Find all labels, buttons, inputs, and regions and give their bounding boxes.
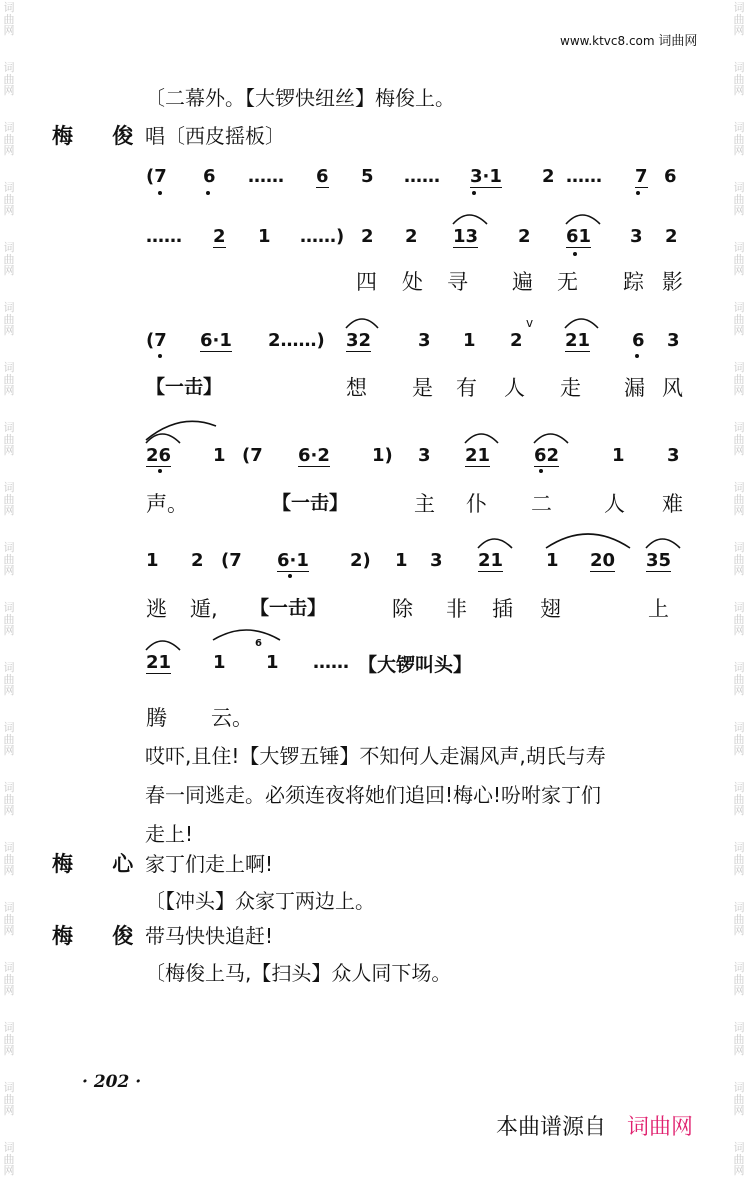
slur xyxy=(646,539,680,548)
edge-watermark-char: 词 xyxy=(3,1141,15,1154)
note: 5 xyxy=(361,166,374,187)
lyric-char: 逃 xyxy=(146,597,167,621)
note: 2 xyxy=(361,226,374,247)
lower-dot xyxy=(472,191,476,195)
edge-watermark-char: 词 xyxy=(733,901,745,914)
edge-watermark-char: 网 xyxy=(3,684,15,698)
edge-watermark-char: 曲 xyxy=(3,1092,15,1106)
edge-watermark-char: 曲 xyxy=(733,852,745,866)
edge-watermark-char: 曲 xyxy=(733,792,745,806)
lower-dot xyxy=(635,354,639,358)
breath-mark: v xyxy=(526,316,534,330)
note: 21 xyxy=(465,445,491,466)
slur xyxy=(346,319,378,328)
lyric-char: 人 xyxy=(504,376,525,400)
edge-watermark-char: 网 xyxy=(3,1044,15,1058)
note: …… xyxy=(313,652,349,673)
edge-watermark-char: 网 xyxy=(733,504,745,518)
note: 2……) xyxy=(268,330,325,351)
percussion-cue: 【大锣叫头】 xyxy=(358,654,473,676)
edge-watermark-char: 词 xyxy=(733,841,745,854)
edge-watermark-char: 词 xyxy=(3,601,15,614)
note: 3 xyxy=(418,330,431,351)
lower-dot xyxy=(206,191,210,195)
edge-watermark-char: 网 xyxy=(733,24,745,38)
note: 3 xyxy=(667,330,680,351)
edge-watermark-char: 网 xyxy=(733,204,745,218)
lyric-char: 主 xyxy=(414,492,435,516)
note: 6 xyxy=(664,166,677,187)
slur xyxy=(566,215,600,224)
lyric-char: 遁, xyxy=(190,597,218,621)
footer-prefix: 本曲谱源自 xyxy=(496,1115,607,1140)
slur xyxy=(146,641,180,650)
speaker-meijun-2: 梅 俊 xyxy=(52,924,150,948)
edge-watermark-char: 网 xyxy=(733,684,745,698)
edge-watermark-char: 词 xyxy=(733,181,745,194)
edge-watermark-char: 曲 xyxy=(3,852,15,866)
note: 1 xyxy=(213,445,226,466)
lower-dot xyxy=(573,252,577,256)
edge-watermark-char: 曲 xyxy=(733,972,745,986)
edge-watermark-char: 曲 xyxy=(3,972,15,986)
edge-watermark-char: 网 xyxy=(733,1044,745,1058)
note: ……) xyxy=(300,226,345,247)
note: 2 xyxy=(510,330,523,351)
edge-watermark-char: 曲 xyxy=(3,1032,15,1046)
edge-watermark-char: 网 xyxy=(3,564,15,578)
footer-site-link[interactable]: 词曲网 xyxy=(627,1115,694,1140)
edge-watermark-char: 曲 xyxy=(733,12,745,26)
edge-watermark-char: 曲 xyxy=(733,552,745,566)
edge-watermark-char: 网 xyxy=(3,444,15,458)
note: 1) xyxy=(372,445,393,466)
lyric-char: 四 xyxy=(356,270,377,294)
edge-watermark-char: 网 xyxy=(3,804,15,818)
lyric-char: 风 xyxy=(662,376,683,400)
edge-watermark-char: 词 xyxy=(3,1021,15,1034)
edge-watermark-char: 网 xyxy=(733,1164,745,1177)
edge-watermark-char: 曲 xyxy=(3,492,15,506)
speaker-meijun-1: 梅 俊 xyxy=(52,124,150,148)
edge-watermark-char: 网 xyxy=(3,744,15,758)
note: 21 xyxy=(478,550,504,571)
note: 2 xyxy=(191,550,204,571)
edge-watermark-char: 网 xyxy=(733,264,745,278)
edge-watermark-char: 网 xyxy=(3,1104,15,1118)
slur xyxy=(565,319,598,328)
note: 7 xyxy=(635,166,648,187)
slur xyxy=(213,630,280,640)
note: 35 xyxy=(646,550,672,571)
edge-watermark-char: 词 xyxy=(733,781,745,794)
edge-watermark-char: 词 xyxy=(733,301,745,314)
edge-watermark-char: 曲 xyxy=(733,132,745,146)
lyric-char: 想 xyxy=(346,376,367,400)
lyric-char: 踪 xyxy=(623,270,644,294)
note: 21 xyxy=(146,652,172,673)
edge-watermark-char: 词 xyxy=(733,721,745,734)
note: 2 xyxy=(405,226,418,247)
note: 61 xyxy=(566,226,592,247)
edge-watermark-char: 曲 xyxy=(3,672,15,686)
edge-watermark-char: 网 xyxy=(3,624,15,638)
note: 20 xyxy=(590,550,616,571)
edge-watermark-char: 曲 xyxy=(3,132,15,146)
edge-watermark-char: 曲 xyxy=(733,72,745,86)
note: 6·1 xyxy=(200,330,232,351)
edge-watermark-char: 网 xyxy=(3,204,15,218)
lyric-char: 插 xyxy=(492,597,513,621)
edge-watermark-char: 曲 xyxy=(733,672,745,686)
edge-watermark-char: 曲 xyxy=(3,1152,15,1166)
percussion-cue: 【一击】 xyxy=(250,597,327,619)
note: 1 xyxy=(266,652,279,673)
lower-dot xyxy=(158,354,162,358)
note: 3 xyxy=(630,226,643,247)
edge-watermark-char: 曲 xyxy=(733,312,745,326)
edge-watermark-char: 词 xyxy=(733,961,745,974)
speaker-meixin: 梅 心 xyxy=(52,852,150,876)
lyric-char: 翅 xyxy=(540,597,561,621)
stage-direction-2: 〔【冲头】众家丁两边上。 xyxy=(145,889,375,913)
edge-watermark-char: 词 xyxy=(733,361,745,374)
note: 1 xyxy=(258,226,271,247)
lower-dot xyxy=(539,469,543,473)
edge-watermark-char: 词 xyxy=(733,121,745,134)
slur xyxy=(546,534,630,548)
note: 32 xyxy=(346,330,372,351)
edge-watermark-char: 曲 xyxy=(733,192,745,206)
edge-watermark-char: 曲 xyxy=(733,912,745,926)
lyric-char: 走 xyxy=(560,376,581,400)
edge-watermark-char: 曲 xyxy=(733,1152,745,1166)
lyric-char: 非 xyxy=(446,597,467,621)
edge-watermark-char: 网 xyxy=(733,624,745,638)
lyric-char: 处 xyxy=(402,270,423,294)
edge-watermark-char: 词 xyxy=(733,601,745,614)
lyric-char: 仆 xyxy=(466,492,487,516)
note: 2 xyxy=(665,226,678,247)
edge-watermark-char: 网 xyxy=(3,24,15,38)
edge-watermark-char: 词 xyxy=(3,301,15,314)
lyric-char: 有 xyxy=(456,376,477,400)
edge-watermark-char: 词 xyxy=(733,661,745,674)
lyric-char: 难 xyxy=(662,492,683,516)
edge-watermark-char: 曲 xyxy=(3,372,15,386)
grace-note: 6 xyxy=(255,638,262,649)
note: 2 xyxy=(213,226,226,247)
lyric-char: 人 xyxy=(604,492,625,516)
meixin-line: 家丁们走上啊! xyxy=(145,852,274,876)
note: 3 xyxy=(667,445,680,466)
edge-watermark-char: 网 xyxy=(733,324,745,338)
note: 6 xyxy=(203,166,216,187)
stage-direction-1: 〔二幕外。【大锣快纽丝】梅俊上。 xyxy=(145,86,455,110)
edge-watermark-char: 曲 xyxy=(733,372,745,386)
edge-watermark-char: 词 xyxy=(733,1021,745,1034)
edge-watermark-char: 网 xyxy=(3,384,15,398)
source-site-name: 词曲网 xyxy=(658,34,698,49)
edge-watermark-char: 曲 xyxy=(3,72,15,86)
edge-watermark-char: 曲 xyxy=(3,252,15,266)
dialogue-line-2: 春一同逃走。必须连夜将她们追回!梅心!吩咐家丁们 xyxy=(145,783,602,807)
slur xyxy=(146,421,216,440)
edge-watermark-char: 词 xyxy=(3,961,15,974)
edge-watermark-char: 曲 xyxy=(733,252,745,266)
edge-watermark-char: 词 xyxy=(3,1,15,14)
edge-watermark-char: 曲 xyxy=(733,1032,745,1046)
edge-watermark-char: 曲 xyxy=(733,492,745,506)
lower-dot xyxy=(636,191,640,195)
edge-watermark-char: 网 xyxy=(3,84,15,98)
edge-watermark-char: 词 xyxy=(733,481,745,494)
edge-watermark-char: 曲 xyxy=(3,192,15,206)
edge-watermark-char: 词 xyxy=(733,1081,745,1094)
edge-watermark-char: 网 xyxy=(3,984,15,998)
edge-watermark-char: 词 xyxy=(733,1,745,14)
edge-watermark-char: 网 xyxy=(3,924,15,938)
edge-watermark-char: 词 xyxy=(3,181,15,194)
lyric-char: 寻 xyxy=(447,270,468,294)
dialogue-line-1: 哎吓,且住!【大锣五锤】不知何人走漏风声,胡氏与寿 xyxy=(145,744,606,768)
stage-direction-3: 〔梅俊上马,【扫头】众人同下场。 xyxy=(145,961,452,985)
edge-watermark-char: 网 xyxy=(733,804,745,818)
lyric-char: 上 xyxy=(648,597,669,621)
edge-watermark-char: 词 xyxy=(3,241,15,254)
page-number: · 202 · xyxy=(82,1072,142,1092)
note: 62 xyxy=(534,445,560,466)
edge-watermark-char: 词 xyxy=(3,361,15,374)
edge-watermark-char: 词 xyxy=(3,841,15,854)
edge-watermark-char: 网 xyxy=(733,1104,745,1118)
note: 13 xyxy=(453,226,479,247)
edge-watermark-char: 网 xyxy=(3,264,15,278)
edge-watermark-char: 曲 xyxy=(3,912,15,926)
lyric-char: 无 xyxy=(557,270,578,294)
edge-watermark-char: 网 xyxy=(3,1164,15,1177)
note: (7 xyxy=(242,445,263,466)
edge-watermark-char: 网 xyxy=(3,504,15,518)
footer-credit xyxy=(496,1110,693,1141)
edge-watermark-char: 曲 xyxy=(3,12,15,26)
edge-watermark-char: 词 xyxy=(3,721,15,734)
edge-watermark-char: 曲 xyxy=(3,792,15,806)
dialogue-line-3: 走上! xyxy=(145,822,194,846)
note: 1 xyxy=(146,550,159,571)
lyric-char: 除 xyxy=(392,597,413,621)
lower-dot xyxy=(158,191,162,195)
edge-watermark-char: 网 xyxy=(733,984,745,998)
edge-watermark-char: 曲 xyxy=(3,552,15,566)
edge-watermark-char: 网 xyxy=(733,744,745,758)
note: 21 xyxy=(565,330,591,351)
note: 6·2 xyxy=(298,445,330,466)
note: …… xyxy=(146,226,182,247)
note: 6 xyxy=(316,166,329,187)
edge-watermark-char: 词 xyxy=(3,901,15,914)
note: 2 xyxy=(518,226,531,247)
edge-watermark-char: 词 xyxy=(3,661,15,674)
note: …… xyxy=(248,166,284,187)
slur xyxy=(534,434,568,443)
edge-watermark-char: 曲 xyxy=(733,1092,745,1106)
aria-instruction: 唱〔西皮摇板〕 xyxy=(145,124,285,148)
note: 2) xyxy=(350,550,371,571)
note: 1 xyxy=(463,330,476,351)
edge-watermark-char: 网 xyxy=(3,324,15,338)
lyric-char: 遍 xyxy=(512,270,533,294)
edge-watermark-char: 词 xyxy=(733,1141,745,1154)
edge-watermark-char: 曲 xyxy=(733,612,745,626)
note: 1 xyxy=(395,550,408,571)
slur xyxy=(465,434,498,443)
note: 1 xyxy=(213,652,226,673)
edge-watermark-char: 曲 xyxy=(733,732,745,746)
note: …… xyxy=(566,166,602,187)
note: (7 xyxy=(146,166,167,187)
edge-watermark-char: 曲 xyxy=(733,432,745,446)
note: (7 xyxy=(146,330,167,351)
note: 6·1 xyxy=(277,550,309,571)
note: 6 xyxy=(632,330,645,351)
edge-watermark-char: 曲 xyxy=(3,612,15,626)
edge-watermark-char: 词 xyxy=(3,541,15,554)
meijun-line: 带马快快追赶! xyxy=(145,924,274,948)
edge-watermark-char: 词 xyxy=(3,1081,15,1094)
note: (7 xyxy=(221,550,242,571)
edge-watermark-char: 网 xyxy=(733,444,745,458)
note: 3·1 xyxy=(470,166,502,187)
edge-watermark-char: 网 xyxy=(733,144,745,158)
slur xyxy=(453,215,487,224)
percussion-cue: 【一击】 xyxy=(146,376,223,398)
edge-watermark-char: 曲 xyxy=(3,732,15,746)
lower-dot xyxy=(158,469,162,473)
edge-watermark-char: 词 xyxy=(3,121,15,134)
edge-watermark-char: 词 xyxy=(3,481,15,494)
lyric-char: 影 xyxy=(662,270,683,294)
lyric-char: 云。 xyxy=(211,706,253,730)
edge-watermark-char: 曲 xyxy=(3,432,15,446)
edge-watermark-char: 网 xyxy=(3,144,15,158)
edge-watermark-char: 词 xyxy=(3,421,15,434)
edge-watermark-char: 词 xyxy=(3,781,15,794)
note: 1 xyxy=(546,550,559,571)
edge-watermark-char: 词 xyxy=(3,61,15,74)
percussion-cue: 【一击】 xyxy=(272,492,349,514)
lyric-char: 是 xyxy=(412,376,433,400)
edge-watermark-char: 网 xyxy=(733,864,745,878)
note: 2 xyxy=(542,166,555,187)
edge-watermark-char: 词 xyxy=(733,241,745,254)
edge-watermark-char: 网 xyxy=(733,84,745,98)
lower-dot xyxy=(288,574,292,578)
edge-watermark-char: 曲 xyxy=(3,312,15,326)
note: 1 xyxy=(612,445,625,466)
source-url: www.ktvc8.com xyxy=(560,34,655,48)
edge-watermark-char: 词 xyxy=(733,541,745,554)
note: 26 xyxy=(146,445,172,466)
lyric-char: 腾 xyxy=(146,706,167,730)
lyric-char: 漏 xyxy=(624,376,645,400)
slur xyxy=(478,539,512,548)
edge-watermark-char: 词 xyxy=(733,421,745,434)
edge-watermark-char: 网 xyxy=(3,864,15,878)
lyric-char: 声。 xyxy=(146,492,188,516)
lyric-char: 二 xyxy=(531,492,552,516)
edge-watermark-char: 词 xyxy=(733,61,745,74)
edge-watermark-char: 网 xyxy=(733,384,745,398)
note: 3 xyxy=(418,445,431,466)
edge-watermark-char: 网 xyxy=(733,924,745,938)
note: 3 xyxy=(430,550,443,571)
edge-watermark-char: 网 xyxy=(733,564,745,578)
note: …… xyxy=(404,166,440,187)
